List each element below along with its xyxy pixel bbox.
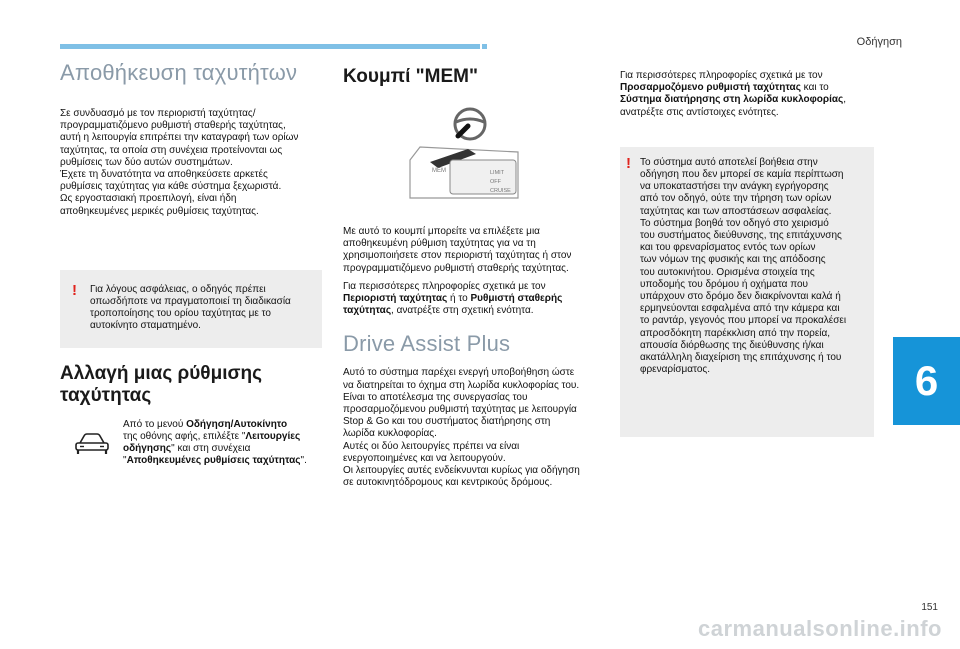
drive-assist-warning-box: ! Το σύστημα αυτό αποτελεί βοήθεια στην οδήγηση που δεν μπορεί σε καμία περίπτωση να υποκαταστήσει την ανάγκη εγρήγορσης από τον οδηγό, ούτε την τήρηση των ορίων ταχύτητας και των αποστάσεων ασφαλείας. Το σύστημα βοηθά τον οδηγό στο χειρισμό του συστήματος διεύθυνσης, της επιτάχυνσης και του φρεναρίσματος εντός των ορίων των νόμων της φυσικής και της απόδοσης του αυτοκινήτου. Ορισμένα στοιχεία της υποδομής του δρόμου ή οχήματα που υπάρχουν στο δρόμο δεν διακρίνονται καλά ή ερμηνεύονται εσφαλμένα από την κάμερα και το ραντάρ, γεγονός που μπορεί να προκαλέσει απροσδόκητη παρέκκλιση από την πορεία, απουσία διόρθωσης της διεύθυνσης ή/και ακατάλληλη διαχείριση της επιτάχυνσης ή του φρεναρίσματος. [620,147,874,437]
warning-exclamation-icon: ! [626,154,631,172]
cruise-lever-icon [398,102,548,218]
drive-assist-more-info: Για περισσότερες πληροφορίες σχετικά με τον Προσαρμοζόμενο ρυθμιστή ταχύτητας και το Σύστημα διατήρησης στη λωρίδα κυκλοφορίας, ανατρέξτε στις αντίστοιχες ενότητες. [620,70,846,118]
header-rule-dot [482,44,487,49]
menu-instruction: Από το μενού Οδήγηση/Αυτοκίνητο της οθόνης αφής, επιλέξτε "Λειτουργίες οδήγησης" και στη συνέχεια "Αποθηκευμένες ρυθμίσεις ταχύτητας". [60,419,322,473]
intro-line: ρυθμίσεις των δύο αυτών συστημάτων. [60,156,233,168]
intro-line: ταχύτητας, τα οποία στη συνέχεια προτείνονται ως [60,144,283,156]
page-number: 151 [921,602,938,613]
title-mem-button: Κουμπί "MEM" [343,66,479,87]
title-drive-assist: Drive Assist Plus [343,331,511,357]
chapter-number: 6 [914,357,939,404]
intro-line: Σε συνδυασμό με τον περιοριστή ταχύτητας/ [60,108,256,119]
column-left [60,60,322,473]
warning-line: Για λόγους ασφάλειας, ο οδηγός πρέπει [90,283,266,295]
intro-line: ρυθμίσεις ταχύτητας για κάθε σύστημα ξεχωριστά. [60,181,282,193]
safety-warning-box [60,270,322,348]
warning-line: αυτοκίνητο σταματημένο. [90,320,201,332]
intro-line: Ως εργοστασιακή προεπιλογή, είναι ήδη [60,193,237,205]
svg-text:CRUISE: CRUISE [490,188,511,194]
steering-wheel-icon [455,109,485,139]
svg-text:LIMIT: LIMIT [490,170,505,176]
svg-text:OFF: OFF [490,179,501,185]
title-speed-memory: Αποθήκευση ταχυτήτων [60,60,298,85]
warning-exclamation-icon: ! [72,281,77,299]
svg-text:MEM: MEM [432,168,446,174]
mem-more-info: Για περισσότερες πληροφορίες σχετικά με τον Περιοριστή ταχύτητας ή το Ρυθμιστή σταθερής ταχύτητας, ανατρέξτε στη σχετική ενότητα. [343,280,563,317]
watermark-footer: carmanualsonline.info [698,616,942,641]
header-rule [60,44,480,49]
column-middle [343,66,605,489]
warning-line: τροποποίησης του ορίου ταχύτητας με το [90,308,271,320]
mem-paragraph: Με αυτό το κουμπί μπορείτε να επιλέξετε μια αποθηκευμένη ρύθμιση ταχύτητας για να τη χρησιμοποιήσετε στον περιοριστή ταχύτητας ή στον προγραμματιζόμενο ρυθμιστή σταθερής ταχύτητας. [343,226,572,274]
subtitle-change-setting: Αλλαγή μιας ρύθμισης ταχύτητας [60,362,262,406]
drive-assist-paragraph: Αυτό το σύστημα παρέχει ενεργή υποβοήθηση ώστε να διατηρείται το όχημα στη λωρίδα κυκλοφορίας του. Είναι το αποτέλεσμα της συνεργασίας του προσαρμοζόμενου ρυθμιστή ταχύτητας με λειτουργία Stop & Go και του συστήματος διατήρησης στη λωρίδα κυκλοφορίας. Αυτές οι δύο λειτουργίες πρέπει να είναι ενεργοποιημένες και να λειτουργούν. Οι λειτουργίες αυτές ενδείκνυνται κυρίως για οδήγηση σε αυτοκινητόδρομους και κεντρικούς δρόμους. [343,367,580,489]
warning-line: οπωσδήποτε να πραγματοποιεί τη διαδικασία [90,296,291,308]
intro-line: αποθηκευμένες μερικές ρυθμίσεις ταχύτητας. [60,205,259,217]
intro-line: προγραμματιζόμενο ρυθμιστή σταθερής ταχύτητας, [60,120,286,132]
intro-line: αυτή η λειτουργία επιτρέπει την καταγραφή των ορίων [60,132,299,144]
section-heading: Οδήγηση [856,36,902,48]
car-icon [74,433,110,455]
intro-line: Έχετε τη δυνατότητα να αποθηκεύσετε αρκετές [60,169,268,181]
column-right [620,70,874,437]
intro-paragraph [60,108,322,218]
